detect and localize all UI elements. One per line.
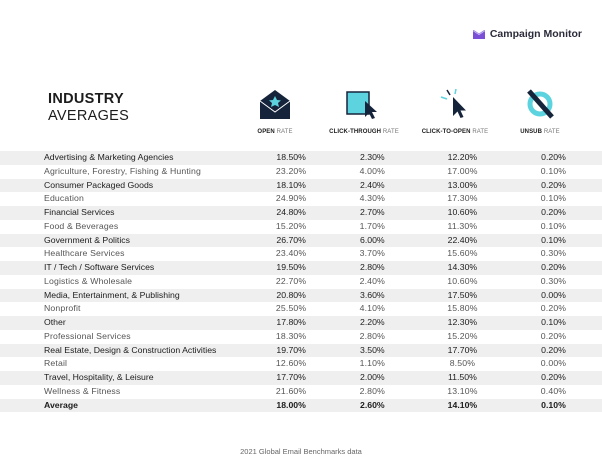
unsub-rate-value: 0.10% (540, 220, 567, 231)
cto-rate-value: 15.60% (447, 248, 478, 259)
page-title (48, 91, 129, 125)
unsub-rate-value: 0.30% (540, 248, 567, 259)
industry-name: Nonprofit (44, 303, 81, 314)
cto-rate-value: 17.50% (420, 289, 505, 303)
open-rate-value: 12.60% (275, 358, 307, 369)
ctr-rate-value: 1.70% (359, 220, 386, 231)
ctr-rate-value: 2.60% (325, 399, 420, 413)
cto-rate-value: 11.50% (420, 371, 505, 385)
industry-name: Professional Services (44, 330, 131, 341)
unsub-rate-value: 0.20% (540, 330, 567, 341)
industry-name: Real Estate, Design & Construction Activities (0, 344, 257, 358)
industry-name: Advertising & Marketing Agencies (0, 151, 257, 165)
click-through-rate-label: CLICK-THROUGH (329, 129, 382, 135)
brand-name: Campaign Monitor (489, 28, 582, 40)
click-through-rate-suffix: RATE (381, 129, 399, 135)
unsub-rate-value: 0.20% (505, 206, 602, 220)
open-rate-value: 24.80% (257, 206, 324, 220)
table-row (0, 357, 602, 371)
unsub-rate-value: 0.40% (540, 385, 567, 396)
industry-name: Travel, Hospitality, & Leisure (0, 371, 257, 385)
unsub-rate-value: 0.00% (505, 289, 602, 303)
industry-name: Wellness & Fitness (44, 385, 121, 396)
open-rate-value: 17.70% (257, 371, 324, 385)
title-line-1: INDUSTRY (48, 91, 124, 107)
industry-name: Other (0, 316, 257, 330)
campaign-monitor-logo-icon (473, 30, 485, 39)
industry-name: Financial Services (0, 206, 257, 220)
table-row (0, 247, 602, 261)
cto-rate-value: 14.10% (420, 399, 505, 413)
open-rate-value: 17.80% (257, 316, 324, 330)
unsub-rate-value: 0.20% (505, 179, 602, 193)
envelope-icon (258, 87, 292, 121)
open-rate-value: 18.00% (257, 399, 324, 413)
open-rate-value: 25.50% (275, 303, 307, 314)
unsub-rate-value: 0.20% (540, 303, 567, 314)
average-row (0, 399, 602, 413)
industry-name: Education (44, 193, 84, 204)
cto-rate-value: 13.00% (420, 179, 505, 193)
industry-name: Agriculture, Forestry, Fishing & Hunting (44, 165, 201, 176)
table-row (0, 192, 602, 206)
industry-name: Food & Beverages (44, 220, 119, 231)
ctr-rate-value: 4.10% (359, 303, 386, 314)
cto-rate-value: 14.30% (420, 261, 505, 275)
open-rate-value: 19.50% (257, 261, 324, 275)
cto-rate-value: 15.80% (447, 303, 478, 314)
cto-rate-value: 12.20% (420, 151, 505, 165)
ctr-rate-value: 6.00% (325, 234, 420, 248)
unsub-rate-value: 0.10% (505, 234, 602, 248)
unsub-rate-label: UNSUB (520, 129, 543, 135)
open-rate-value: 20.80% (257, 289, 324, 303)
open-rate-value: 18.30% (275, 330, 307, 341)
unsub-rate-value: 0.00% (540, 358, 567, 369)
unsubscribe-icon (523, 87, 557, 121)
table-row (0, 275, 602, 289)
unsub-rate-value: 0.20% (505, 344, 602, 358)
open-rate-value: 22.70% (275, 275, 307, 286)
ctr-rate-value: 2.40% (359, 275, 386, 286)
table-row (0, 220, 602, 234)
unsub-rate-value: 0.10% (540, 165, 567, 176)
open-rate-value: 18.50% (257, 151, 324, 165)
unsub-rate-value: 0.30% (540, 275, 567, 286)
column-header-unsub-rate (485, 87, 595, 135)
ctr-rate-value: 2.80% (359, 385, 386, 396)
unsub-rate-value: 0.20% (505, 261, 602, 275)
table-row (0, 179, 602, 193)
open-rate-value: 26.70% (257, 234, 324, 248)
open-rate-value: 23.40% (275, 248, 307, 259)
ctr-rate-value: 2.00% (325, 371, 420, 385)
open-rate-value: 21.60% (275, 385, 307, 396)
open-rate-suffix: RATE (274, 129, 293, 135)
open-rate-label: OPEN (257, 129, 275, 135)
ctr-rate-value: 2.80% (325, 261, 420, 275)
cto-rate-value: 12.30% (420, 316, 505, 330)
table-row (0, 261, 602, 275)
cto-rate-value: 10.60% (447, 275, 478, 286)
click-to-open-rate-label: CLICK-TO-OPEN (421, 129, 471, 135)
cto-rate-value: 8.50% (449, 358, 476, 369)
ctr-rate-value: 3.60% (325, 289, 420, 303)
ctr-rate-value: 4.00% (359, 165, 386, 176)
cto-rate-value: 10.60% (420, 206, 505, 220)
industry-name: Average (0, 399, 257, 413)
cto-rate-value: 17.00% (447, 165, 478, 176)
ctr-rate-value: 2.80% (359, 330, 386, 341)
table-row (0, 206, 602, 220)
unsub-rate-value: 0.20% (505, 151, 602, 165)
ctr-rate-value: 4.30% (359, 193, 386, 204)
open-rate-value: 23.20% (275, 165, 307, 176)
open-rate-value: 24.90% (275, 193, 307, 204)
unsub-rate-suffix: RATE (542, 129, 560, 135)
ctr-rate-value: 2.70% (325, 206, 420, 220)
industry-name: IT / Tech / Software Services (0, 261, 257, 275)
title-line-2: AVERAGES (48, 108, 130, 124)
unsub-rate-value: 0.10% (505, 316, 602, 330)
ctr-rate-value: 3.70% (359, 248, 386, 259)
unsub-rate-value: 0.10% (540, 193, 567, 204)
table-row (0, 234, 602, 248)
ctr-rate-value: 2.20% (325, 316, 420, 330)
open-rate-value: 19.70% (257, 344, 324, 358)
ctr-rate-value: 2.30% (325, 151, 420, 165)
table-row (0, 316, 602, 330)
click-to-open-rate-suffix: RATE (470, 129, 489, 135)
table-row (0, 165, 602, 179)
open-rate-value: 18.10% (257, 179, 324, 193)
cto-rate-value: 17.70% (420, 344, 505, 358)
industry-name: Media, Entertainment, & Publishing (0, 289, 257, 303)
table-row (0, 344, 602, 358)
table-row (0, 330, 602, 344)
ctr-rate-value: 2.40% (325, 179, 420, 193)
industry-name: Government & Politics (0, 234, 257, 248)
unsub-rate-value: 0.20% (505, 371, 602, 385)
cursor-click-icon (436, 87, 474, 121)
open-rate-value: 15.20% (275, 220, 307, 231)
cto-rate-value: 15.20% (447, 330, 478, 341)
industry-name: Retail (44, 358, 68, 369)
cursor-square-icon (343, 87, 385, 121)
ctr-rate-value: 3.50% (325, 344, 420, 358)
footer-source: 2021 Global Email Benchmarks data (240, 447, 362, 456)
industry-name: Consumer Packaged Goods (0, 179, 257, 193)
cto-rate-value: 11.30% (447, 220, 478, 231)
cto-rate-value: 22.40% (420, 234, 505, 248)
table-row (0, 302, 602, 316)
ctr-rate-value: 1.10% (359, 358, 386, 369)
table-row (0, 385, 602, 399)
cto-rate-value: 13.10% (447, 385, 478, 396)
industry-name: Logistics & Wholesale (44, 275, 133, 286)
cto-rate-value: 17.30% (447, 193, 478, 204)
industry-name: Healthcare Services (44, 248, 125, 259)
table-row (0, 289, 602, 303)
table-row (0, 371, 602, 385)
brand-logo (473, 28, 582, 40)
industry-averages-table (0, 151, 602, 412)
table-row (0, 151, 602, 165)
unsub-rate-value: 0.10% (505, 399, 602, 413)
